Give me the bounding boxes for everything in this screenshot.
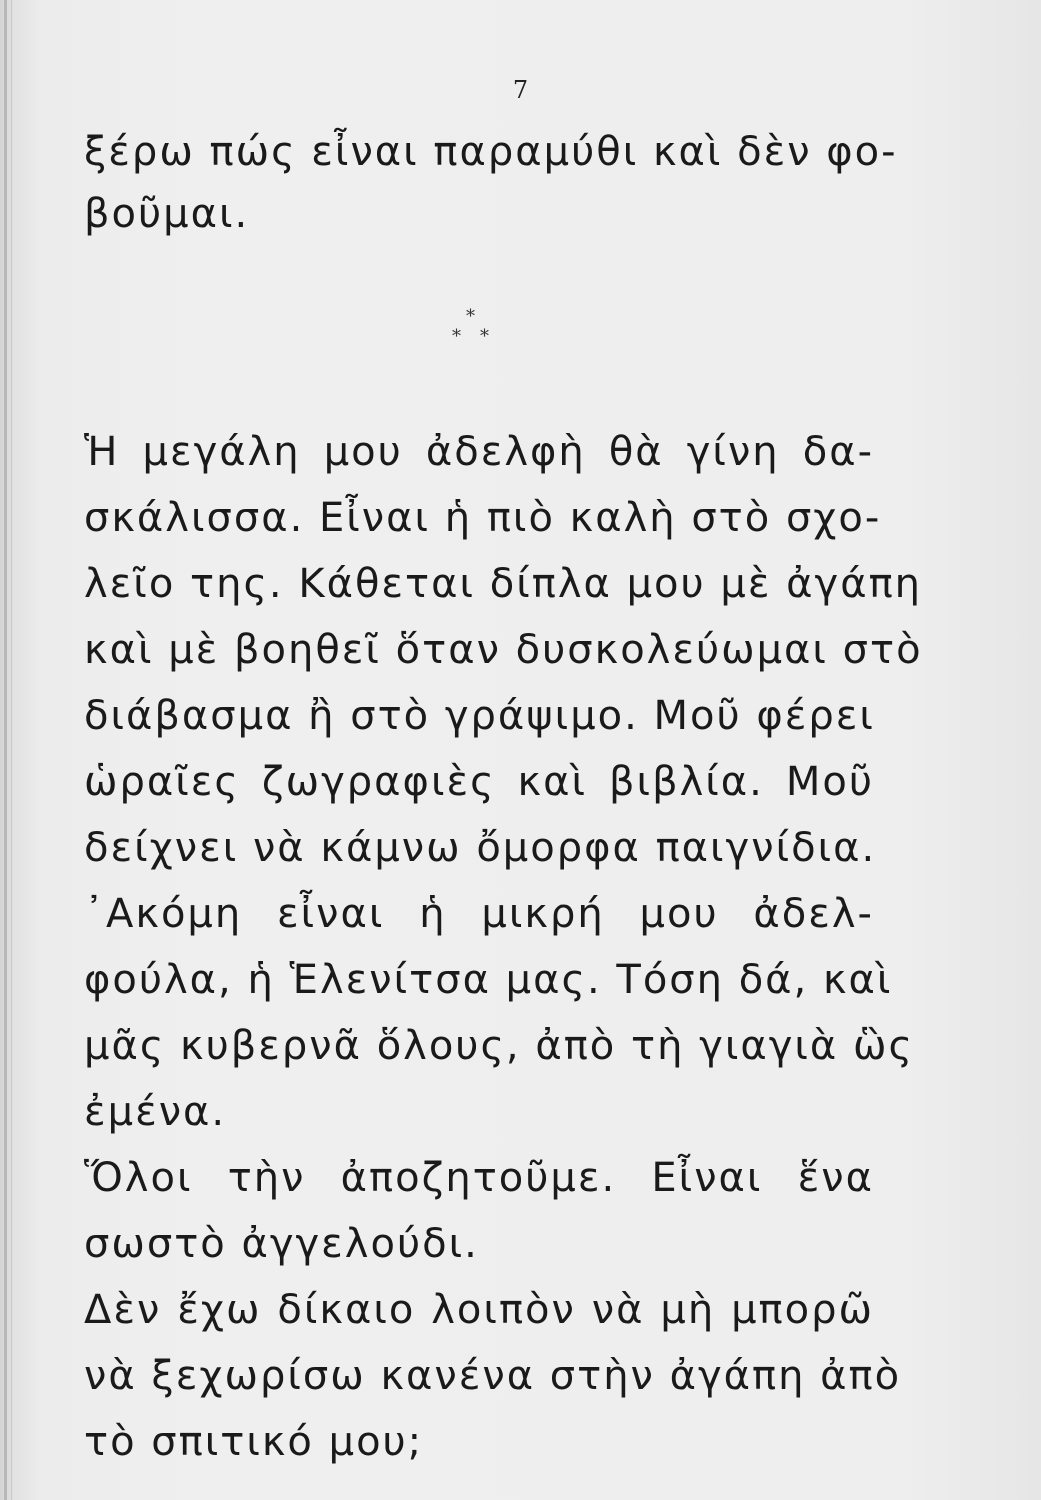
text-line: δείχνει νὰ κάμνω ὄμορφα παιγνίδια. [84, 825, 877, 871]
page-number: 7 [512, 76, 529, 104]
text-line: ὡραῖες ζωγραφιὲς καὶ βιβλία. Μοῦ [84, 759, 874, 805]
text-line: σωστὸ ἀγγελούδι. [84, 1221, 479, 1267]
text-line: ᾿Ακόμη εἶναι ἡ μικρή μου ἀδελ- [84, 891, 874, 937]
separator-star: * [452, 326, 461, 347]
text-line: σκάλισσα. Εἶναι ἡ πιὸ καλὴ στὸ σχο- [84, 495, 882, 541]
separator-star: * [466, 306, 475, 327]
text-line: νὰ ξεχωρίσω κανένα στὴν ἀγάπη ἀπὸ [84, 1353, 902, 1399]
text-line: φούλα, ἡ Ἑλενίτσα μας. Τόση δά, καὶ [84, 957, 893, 1003]
binding-edge [4, 0, 7, 1500]
text-line: ἐμένα. [84, 1089, 227, 1135]
text-line: βοῦμαι. [84, 191, 250, 237]
text-line: λεῖο της. Κάθεται δίπλα μου μὲ ἀγάπη [84, 561, 922, 607]
binding-edge-shadow [11, 0, 12, 1500]
text-line: διάβασμα ἢ στὸ γράψιμο. Μοῦ φέρει [84, 693, 875, 739]
section-separator [440, 300, 500, 360]
text-line: Ὅλοι τὴν ἀποζητοῦμε. Εἶναι ἕνα [84, 1155, 874, 1201]
text-line: Ἡ μεγάλη μου ἀδελφὴ θὰ γίνη δα- [84, 429, 874, 475]
separator-star: * [480, 326, 489, 347]
text-line: Δὲν ἔχω δίκαιο λοιπὸν νὰ μὴ μπορῶ [84, 1287, 874, 1333]
text-line: καὶ μὲ βοηθεῖ ὅταν δυσκολεύωμαι στὸ [84, 627, 923, 673]
text-line: μᾶς κυβερνᾶ ὅλους, ἀπὸ τὴ γιαγιὰ ὣς [84, 1023, 914, 1069]
text-line: ξέρω πώς εἶναι παραμύθι καὶ δὲν φο- [84, 129, 898, 175]
text-line: τὸ σπιτικό μου; [84, 1419, 424, 1465]
